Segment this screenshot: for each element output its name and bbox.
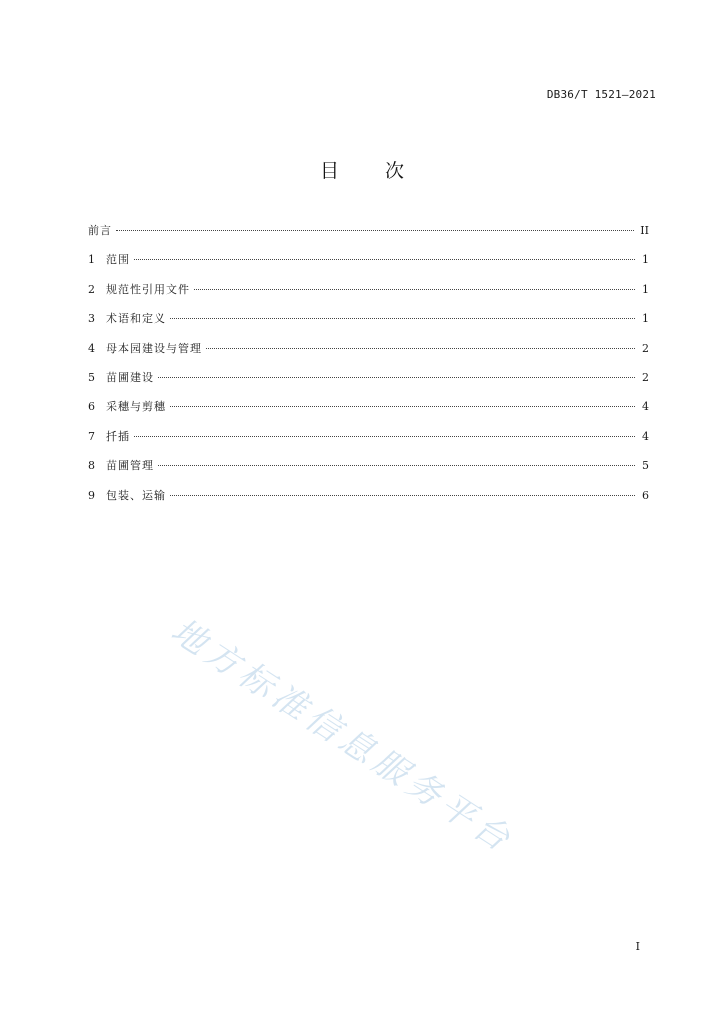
- toc-entry-number: 6: [88, 400, 95, 414]
- toc-entry-8[interactable]: [88, 457, 649, 486]
- toc-entry-number: 9: [88, 488, 95, 502]
- standard-number: DB36/T 1521—2021: [546, 88, 656, 101]
- toc-entry-title: 苗圃管理: [106, 459, 154, 473]
- toc-entry-number: 5: [88, 370, 95, 384]
- toc-entry-page: 1: [642, 253, 649, 267]
- toc-dot-leader: [158, 465, 635, 466]
- toc-title: 目 次: [319, 160, 425, 182]
- toc-entry-2[interactable]: [88, 281, 649, 310]
- watermark: 地方标准信息服务平台: [163, 610, 522, 863]
- toc-entry-title: 规范性引用文件: [106, 282, 190, 296]
- toc-entry-title: 苗圃建设: [106, 370, 154, 384]
- toc-entry-title: 采穗与剪穗: [106, 400, 166, 414]
- toc-entry-title: 范围: [106, 253, 130, 267]
- toc-dot-leader: [116, 230, 634, 231]
- toc-dot-leader: [158, 377, 635, 378]
- toc-entry-foreword[interactable]: [88, 222, 649, 251]
- toc-entry-number: 1: [88, 253, 95, 267]
- toc-entry-page: 4: [642, 400, 649, 414]
- toc-dot-leader: [206, 348, 635, 349]
- toc-entry-page: 4: [642, 429, 649, 443]
- toc-entry-page: II: [640, 224, 649, 237]
- toc-entry-page: 2: [642, 370, 649, 384]
- toc-entry-page: 5: [642, 459, 649, 473]
- toc-entry-number: 3: [88, 312, 95, 326]
- toc-entry-9[interactable]: [88, 487, 649, 516]
- toc-entry-number: 7: [88, 429, 95, 443]
- toc-entry-page: 1: [642, 282, 649, 296]
- toc-dot-leader: [170, 406, 635, 407]
- toc-entry-page: 2: [642, 341, 649, 355]
- toc-entry-number: 8: [88, 459, 95, 473]
- toc-entry-number: 2: [88, 282, 95, 296]
- toc-entry-page: 6: [642, 488, 649, 502]
- toc-dot-leader: [134, 259, 635, 260]
- toc-entry-7[interactable]: [88, 428, 649, 457]
- toc-dot-leader: [134, 436, 635, 437]
- toc-entry-title: 包装、运输: [106, 488, 166, 502]
- toc-entry-title: 扦插: [106, 429, 130, 443]
- toc-entry-1[interactable]: [88, 251, 649, 280]
- toc-entry-number: 4: [88, 341, 95, 355]
- page-number: I: [635, 940, 640, 953]
- toc-entry-title: 母本园建设与管理: [106, 341, 202, 355]
- table-of-contents: [88, 222, 649, 516]
- toc-entry-4[interactable]: [88, 340, 649, 369]
- toc-entry-6[interactable]: [88, 398, 649, 427]
- toc-dot-leader: [170, 495, 635, 496]
- toc-dot-leader: [170, 318, 635, 319]
- toc-entry-5[interactable]: [88, 369, 649, 398]
- toc-entry-title: 前言: [88, 224, 112, 237]
- toc-entry-page: 1: [642, 312, 649, 326]
- toc-entry-3[interactable]: [88, 310, 649, 339]
- toc-dot-leader: [194, 289, 635, 290]
- toc-entry-title: 术语和定义: [106, 312, 166, 326]
